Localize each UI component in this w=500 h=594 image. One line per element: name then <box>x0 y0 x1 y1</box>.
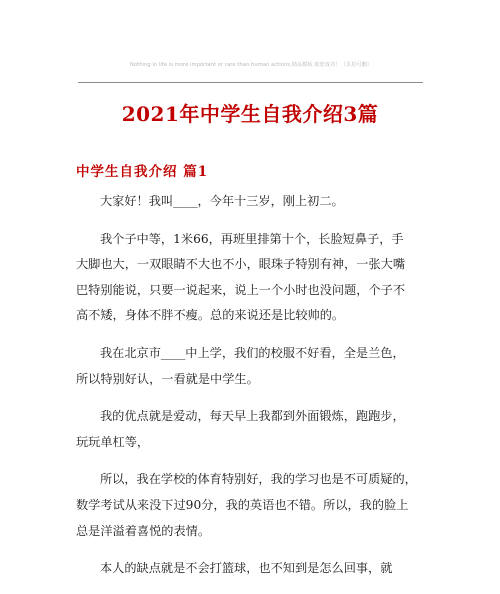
paragraph-line: 数学考试从来没下过90分，我的英语也不错。所以，我的脸上 <box>76 497 409 512</box>
paragraph-line: 我在北京市____中上学，我们的校服不好看，全是兰色， <box>100 345 405 360</box>
paragraph-line: 所以，我在学校的体育特别好，我的学习也是不可质疑的， <box>100 472 417 487</box>
paragraph-line: 我的优点就是爱动，每天早上我都到外面锻炼，跑跑步， <box>100 409 405 424</box>
paragraph-line: 玩玩单杠等， <box>76 434 150 449</box>
paragraph-3 <box>76 341 424 392</box>
paragraph-6 <box>76 556 424 582</box>
paragraph-1 <box>76 189 424 215</box>
paragraph-line: 我个子中等，1米66，再班里排第十个，长脸短鼻子，手 <box>100 231 404 246</box>
paragraph-2 <box>76 227 424 329</box>
document-title: 2021年中学生自我介绍3篇 <box>121 102 379 126</box>
paragraph-line: 大脚也大，一双眼睛不大也不小，眼珠子特别有神，一张大嘴 <box>76 257 406 272</box>
document-body <box>76 189 424 594</box>
paragraph-4 <box>76 404 424 455</box>
paragraph-line: 高不矮，身体不胖不瘦。总的来说还是比较帅的。 <box>76 308 345 323</box>
paragraph-line: 巴特别能说，只要一说起来，说上一个小时也没问题，个子不 <box>76 282 406 297</box>
paragraph-5 <box>76 467 424 544</box>
page-header-tagline: Nothing in life is more important or rare than human actions.精品模板 助您成功！（页眉可删） <box>129 62 373 68</box>
paragraph-line: 所以特别好认，一看就是中学生。 <box>76 371 259 386</box>
header-divider <box>78 82 423 83</box>
section-heading: 中学生自我介绍 篇1 <box>76 164 209 180</box>
paragraph-line: 大家好！我叫____，今年十三岁，刚上初二。 <box>100 194 344 208</box>
paragraph-line: 本人的缺点就是不会打篮球，也不知到是怎么回事，就 <box>100 561 393 576</box>
paragraph-line: 总是洋溢着喜悦的表情。 <box>76 523 211 538</box>
